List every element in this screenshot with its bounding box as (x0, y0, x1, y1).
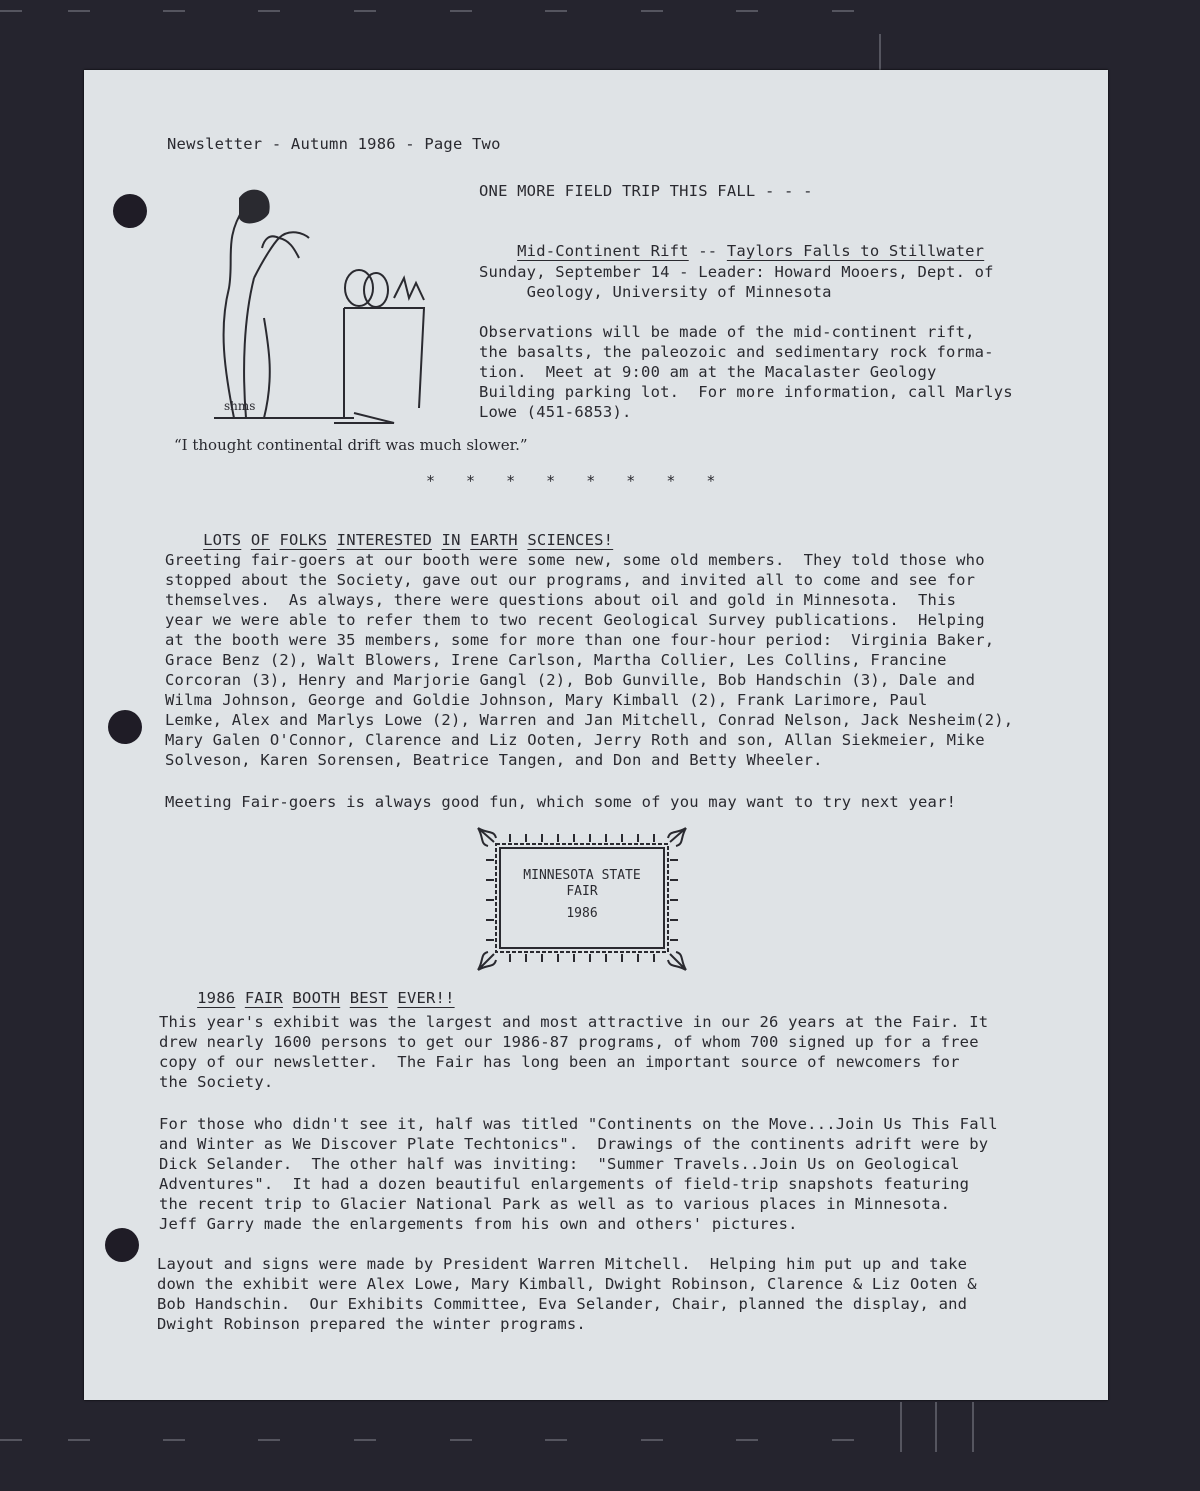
booth-p1-line-3: copy of our newsletter. The Fair has long been an important source of newcomers for (159, 1053, 960, 1071)
scan-edge-line-bottom-2 (935, 1402, 937, 1452)
star-divider: * * * * * * * * (426, 472, 716, 490)
scan-edge-line-bottom-1 (900, 1402, 902, 1452)
section-heading-booth: 1986 FAIR BOOTH BEST EVER!! (197, 989, 455, 1007)
newsletter-page (84, 70, 1108, 1400)
folks-line-2: stopped about the Society, gave out our programs, and invited all to come and see for (165, 571, 976, 589)
punch-hole-bottom (105, 1228, 139, 1262)
running-title: Newsletter - Autumn 1986 - Page Two (167, 135, 501, 153)
cartoon-continental-drift-icon (194, 178, 434, 428)
scan-edge-line (879, 34, 881, 74)
folks-line-4: year we were able to refer them to two recent Geological Survey publications. Helping (165, 611, 985, 629)
booth-p1-line-2: drew nearly 1600 persons to get our 1986-87 programs, of whom 700 signed up for a free (159, 1033, 979, 1051)
folks-line-10: Mary Galen O'Connor, Clarence and Liz Ooten, Jerry Roth and son, Allan Siekmeier, Mike (165, 731, 985, 749)
booth-p2-line-2: and Winter as We Discover Plate Techtonics". Drawings of the continents adrift were by (159, 1135, 989, 1153)
subtitle-rift: Mid-Continent Rift (517, 242, 689, 260)
punch-hole-top (113, 194, 147, 228)
booth-p1-line-4: the Society. (159, 1073, 274, 1091)
folks-line-6: Grace Benz (2), Walt Blowers, Irene Carlson, Martha Collier, Les Collins, Francine (165, 651, 947, 669)
field-trip-body-3: tion. Meet at 9:00 am at the Macalaster Geology (479, 363, 937, 381)
folks-line-11: Solveson, Karen Sorensen, Beatrice Tangen, and Don and Betty Wheeler. (165, 751, 823, 769)
svg-text:shms: shms (224, 399, 256, 413)
field-trip-heading: ONE MORE FIELD TRIP THIS FALL - - - (479, 182, 813, 200)
punch-hole-middle (108, 710, 142, 744)
minnesota-state-fair-logo (474, 824, 690, 974)
logo-line-3: 1986 (566, 906, 598, 921)
field-trip-body-2: the basalts, the paleozoic and sedimentary rock forma- (479, 343, 994, 361)
folks-line-9: Lemke, Alex and Marlys Lowe (2), Warren and Jan Mitchell, Conrad Nelson, Jack Nesheim(2), (165, 711, 1014, 729)
booth-p2-line-3: Dick Selander. The other half was inviting: "Summer Travels..Join Us on Geological (159, 1155, 960, 1173)
booth-p2-line-5: the recent trip to Glacier National Park as well as to various places in Minnesota. (159, 1195, 951, 1213)
subtitle-route: Taylors Falls to Stillwater (726, 242, 985, 260)
folks-line-3: themselves. As always, there were questions about oil and gold in Minnesota. This (165, 591, 957, 609)
field-trip-body-5: Lowe (451-6853). (479, 403, 632, 421)
logo-line-1: MINNESOTA STATE (523, 868, 641, 883)
ornamental-frame-icon (474, 824, 690, 974)
field-trip-body-4: Building parking lot. For more information, call Marlys (479, 383, 1013, 401)
folks-line-1: Greeting fair-goers at our booth were some new, some old members. They told those who (165, 551, 985, 569)
booth-p3-line-1: Layout and signs were made by President Warren Mitchell. Helping him put up and take (157, 1255, 968, 1273)
folks-line-5: at the booth were 35 members, some for more than one four-hour period: Virginia Baker, (165, 631, 995, 649)
section-heading-folks: LOTS OF FOLKS INTERESTED IN EARTH SCIENCES! (203, 531, 614, 549)
folks-line-8: Wilma Johnson, George and Goldie Johnson, Mary Kimball (2), Frank Larimore, Paul (165, 691, 928, 709)
booth-p3-line-2: down the exhibit were Alex Lowe, Mary Kimball, Dwight Robinson, Clarence & Liz Ooten & (157, 1275, 977, 1293)
folks-line-7: Corcoran (3), Henry and Marjorie Gangl (2), Bob Gunville, Bob Handschin (3), Dale and (165, 671, 976, 689)
field-trip-date-line-1: Sunday, September 14 - Leader: Howard Mooers, Dept. of (479, 263, 994, 281)
booth-p1-line-1: This year's exhibit was the largest and most attractive in our 26 years at the Fair. It (159, 1013, 989, 1031)
bottom-scan-ruler (0, 1438, 1200, 1442)
cartoon-caption: “I thought continental drift was much slower.” (174, 436, 528, 454)
field-trip-body-1: Observations will be made of the mid-continent rift, (479, 323, 975, 341)
top-scan-ruler (0, 9, 1200, 13)
logo-line-2: FAIR (566, 884, 598, 899)
field-trip-date-line-2: Geology, University of Minnesota (479, 283, 832, 301)
booth-p3-line-3: Bob Handschin. Our Exhibits Committee, Eva Selander, Chair, planned the display, and (157, 1295, 968, 1313)
booth-p3-line-4: Dwight Robinson prepared the winter programs. (157, 1315, 586, 1333)
booth-p2-line-6: Jeff Garry made the enlargements from his own and others' pictures. (159, 1215, 798, 1233)
booth-p2-line-4: Adventures". It had a dozen beautiful enlargements of field-trip snapshots featuring (159, 1175, 970, 1193)
subtitle-separator: -- (688, 242, 727, 260)
folks-closing: Meeting Fair-goers is always good fun, which some of you may want to try next year! (165, 793, 957, 811)
scan-edge-line-bottom-3 (972, 1402, 974, 1452)
booth-p2-line-1: For those who didn't see it, half was titled "Continents on the Move...Join Us This Fall (159, 1115, 998, 1133)
